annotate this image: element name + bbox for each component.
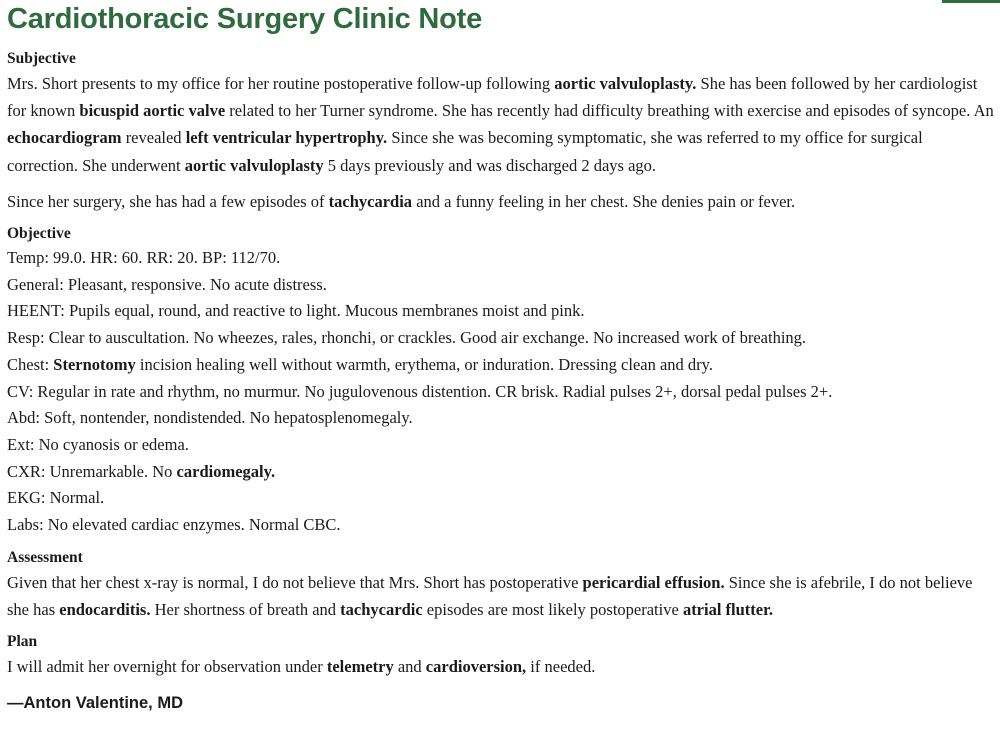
finding-line [7, 352, 997, 379]
assessment-paragraph [7, 569, 997, 623]
emphasized-term: tachycardic [340, 599, 423, 619]
finding-line [7, 272, 997, 299]
page-title: Cardiothoracic Surgery Clinic Note [7, 3, 483, 35]
finding-line [7, 298, 997, 325]
finding-line [7, 512, 997, 539]
text-run: incision healing well without warmth, erythema, or induration. Dressing clean and dry. [135, 354, 713, 374]
section-heading-plan: Plan [7, 633, 38, 651]
subjective-paragraph-2 [7, 188, 997, 215]
emphasized-term: endocarditis. [59, 599, 151, 619]
emphasized-term: aortic valvuloplasty. [554, 74, 697, 93]
text-run: episodes are most likely postoperative [422, 599, 683, 619]
subjective-section [7, 48, 997, 215]
text-run: Abd: Soft, nontender, nondistended. No hepatosplenomegaly. [7, 408, 413, 428]
finding-line [7, 379, 997, 406]
text-run: Since her surgery, she has had a few episodes of [7, 191, 329, 211]
text-run: if needed. [526, 657, 596, 677]
emphasized-term: tachycardia [328, 191, 413, 211]
emphasized-term: cardioversion, [425, 657, 527, 677]
text-run: HEENT: Pupils equal, round, and reactive to light. Mucous membranes moist and pink. [7, 301, 585, 321]
emphasized-term: Sternotomy [53, 354, 136, 374]
section-heading-subjective: Subjective [7, 50, 76, 67]
text-run: and a funny feeling in her chest. She denies pain or fever. [412, 191, 796, 211]
finding-line [7, 432, 997, 459]
text-run: CV: Regular in rate and rhythm, no murmur. No jugulovenous distention. CR brisk. Radial pulses 2+, dorsal pedal pulses 2+. [7, 381, 833, 401]
emphasized-term: echocardiogram [7, 128, 122, 148]
text-run: General: Pleasant, responsive. No acute distress. [7, 274, 327, 294]
text-run: revealed [121, 128, 186, 148]
clinic-note [7, 0, 997, 714]
emphasized-term: bicuspid aortic valve [79, 101, 226, 121]
text-run: Labs: No elevated cardiac enzymes. Normal CBC. [7, 515, 341, 535]
objective-findings [7, 245, 997, 539]
assessment-section [7, 547, 997, 623]
emphasized-term: pericardial effusion. [582, 572, 725, 592]
text-run: EKG: Normal. [7, 488, 105, 508]
text-run: Since she was becoming symptomatic, she was referred to my office for surgical correction. She underwent [7, 128, 923, 175]
text-run: Given that her chest x-ray is normal, I do not believe that Mrs. Short has postoperative [7, 572, 583, 592]
text-run: related to her Turner syndrome. She has recently had difficulty breathing with exercise and episodes of syncope. An [225, 101, 994, 121]
text-run: Chest: [7, 354, 54, 374]
text-run: CXR: Unremarkable. No [7, 461, 177, 481]
plan-paragraph [7, 653, 997, 680]
physician-signature: —Anton Valentine, MD [7, 694, 184, 713]
text-run: She has been followed by her cardiologist for known [7, 74, 978, 121]
text-run: 5 days previously and was discharged 2 days ago. [323, 155, 657, 175]
finding-line [7, 245, 997, 272]
finding-line [7, 405, 997, 432]
text-run: I will admit her overnight for observation under [7, 657, 327, 677]
text-run: Her shortness of breath and [150, 599, 341, 619]
finding-line [7, 485, 997, 512]
text-run: Temp: 99.0. HR: 60. RR: 20. BP: 112/70. [7, 248, 281, 268]
plan-section [7, 631, 997, 680]
emphasized-term: cardiomegaly. [176, 461, 276, 481]
finding-line [7, 325, 997, 352]
section-heading-objective: Objective [7, 225, 71, 243]
text-run: Since she is afebrile, I do not believe she has [7, 572, 973, 619]
subjective-paragraph [7, 70, 997, 179]
finding-line [7, 459, 997, 486]
text-run: Resp: Clear to auscultation. No wheezes, rales, rhonchi, or crackles. Good air exchange. No increased work of breathing. [7, 328, 807, 348]
emphasized-term: left ventricular hypertrophy. [185, 128, 388, 148]
text-run: and [393, 657, 426, 677]
emphasized-term: telemetry [326, 657, 394, 677]
section-heading-assessment: Assessment [7, 548, 83, 566]
text-run: Mrs. Short presents to my office for her routine postoperative follow-up following [7, 74, 555, 93]
emphasized-term: aortic valvuloplasty [184, 155, 324, 175]
objective-section [7, 223, 997, 539]
text-run: Ext: No cyanosis or edema. [7, 434, 189, 454]
emphasized-term: atrial flutter. [682, 599, 774, 619]
